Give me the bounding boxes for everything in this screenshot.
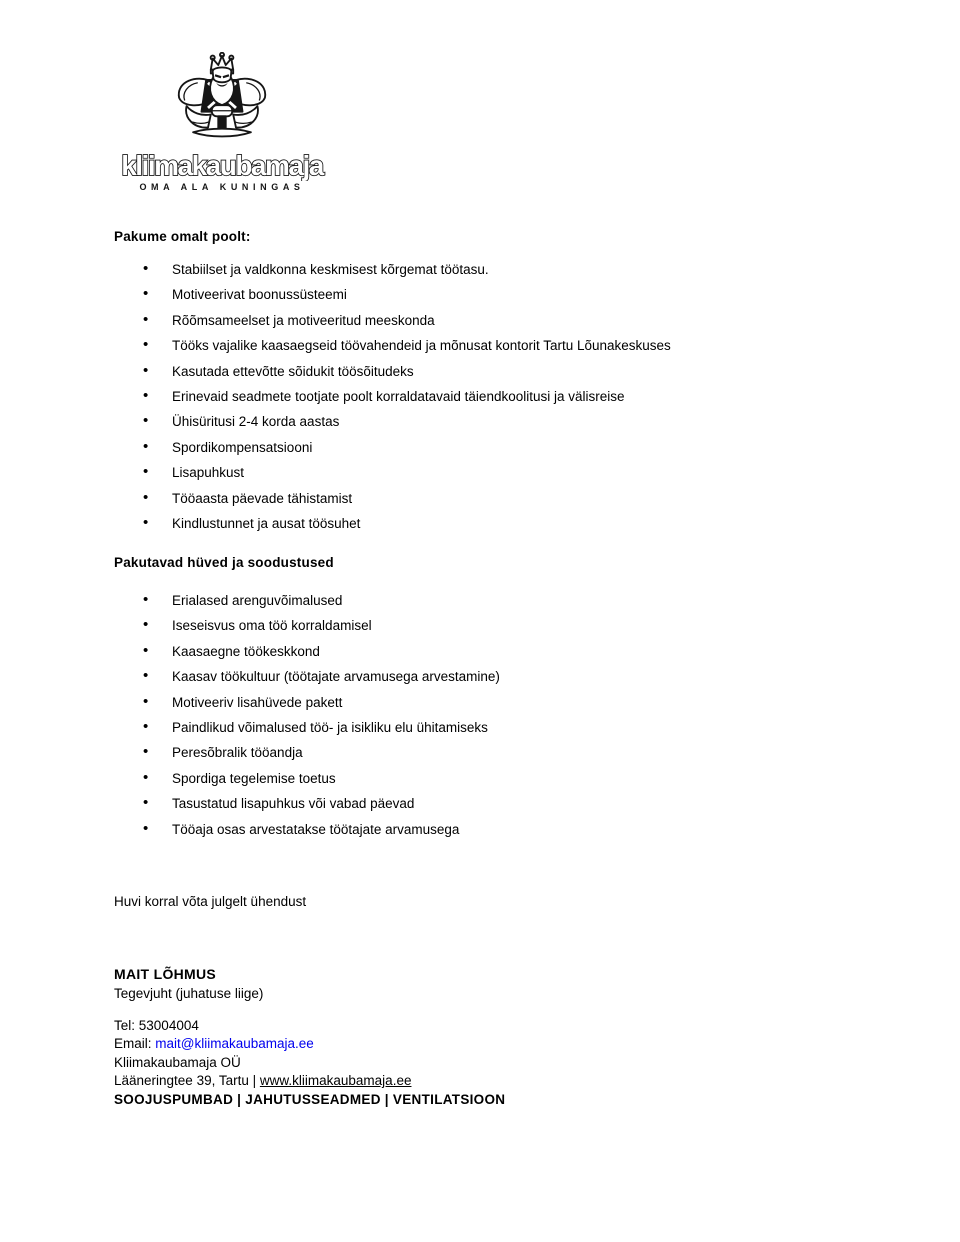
offer-list-item: • Stabiilset ja valdkonna keskmisest kõrgemat töötasu.	[114, 263, 834, 277]
contact-block	[114, 1017, 505, 1109]
closing-line: Huvi korral võta julgelt ühendust	[114, 894, 307, 909]
offer-list-item: • Tööks vajalike kaasaegseid töövahendeid ja mõnusat kontorit Tartu Lõunakeskuses	[114, 339, 834, 353]
benefits-list-item: • Tööaja osas arvestatakse töötajate arvamusega	[114, 823, 834, 837]
logo-tagline: OMA ALA KUNINGAS	[139, 182, 305, 192]
offer-list-item: • Spordikompensatsiooni	[114, 441, 834, 455]
benefits-list-item: • Erialased arenguvõimalused	[114, 594, 834, 608]
email-row	[114, 1035, 505, 1053]
email-link[interactable]: mait@kliimakaubamaja.ee	[155, 1036, 314, 1052]
offer-list-item: • Erinevaid seadmete tootjate poolt korraldatavaid täiendkoolitusi ja välisreise	[114, 390, 834, 404]
benefits-list-item: • Spordiga tegelemise toetus	[114, 772, 834, 786]
company-name-row: Kliimakaubamaja OÜ	[114, 1054, 241, 1070]
offer-list-item: • Kindlustunnet ja ausat töösuhet	[114, 517, 834, 531]
signature-name: MAIT LÕHMUS	[114, 966, 217, 982]
offer-list-item: • Kasutada ettevõtte sõidukit töösõitudeks	[114, 365, 834, 379]
benefits-list-item: • Motiveeriv lisahüvede pakett	[114, 696, 834, 710]
offer-list	[114, 263, 834, 542]
offer-list-item: • Ühisüritusi 2-4 korda aastas	[114, 415, 834, 429]
address-text: Lääneringtee 39, Tartu |	[114, 1073, 257, 1089]
email-label: Email:	[114, 1036, 152, 1052]
phone-number: 53004004	[138, 1018, 199, 1033]
company-logo	[108, 52, 336, 192]
benefits-list-item: • Paindlikud võimalused töö- ja isikliku elu ühitamiseks	[114, 721, 834, 735]
phone-row	[114, 1017, 505, 1035]
section-heading-pakume: Pakume omalt poolt:	[114, 229, 251, 244]
signature-title: Tegevjuht (juhatuse liige)	[114, 986, 264, 1001]
website-link[interactable]: www.kliimakaubamaja.ee	[259, 1073, 412, 1089]
phone-label: Tel:	[114, 1018, 136, 1033]
benefits-list-item: • Iseseisvus oma töö korraldamisel	[114, 619, 834, 633]
offer-list-item: • Tööaasta päevade tähistamist	[114, 492, 834, 506]
king-icon	[166, 52, 278, 149]
offer-list-item: • Motiveerivat boonussüsteemi	[114, 288, 834, 302]
address-row	[114, 1072, 505, 1090]
section-heading-huved: Pakutavad hüved ja soodustused	[114, 555, 334, 570]
benefits-list-item: • Tasustatud lisapuhkus või vabad päevad	[114, 797, 834, 811]
benefits-list-item: • Kaasaegne töökeskkond	[114, 645, 834, 659]
logo-wordmark	[108, 151, 336, 181]
offer-list-item: • Rõõmsameelset ja motiveeritud meeskonda	[114, 314, 834, 328]
svg-text:kliimakaubamaja: kliimakaubamaja	[121, 151, 323, 181]
services-line: SOOJUSPUMBAD | JAHUTUSSEADMED | VENTILATSIOON	[114, 1091, 506, 1107]
benefits-list	[114, 594, 834, 848]
offer-list-item: • Lisapuhkust	[114, 466, 834, 480]
benefits-list-item: • Kaasav töökultuur (töötajate arvamusega arvestamine)	[114, 670, 834, 684]
benefits-list-item: • Peresõbralik tööandja	[114, 746, 834, 760]
